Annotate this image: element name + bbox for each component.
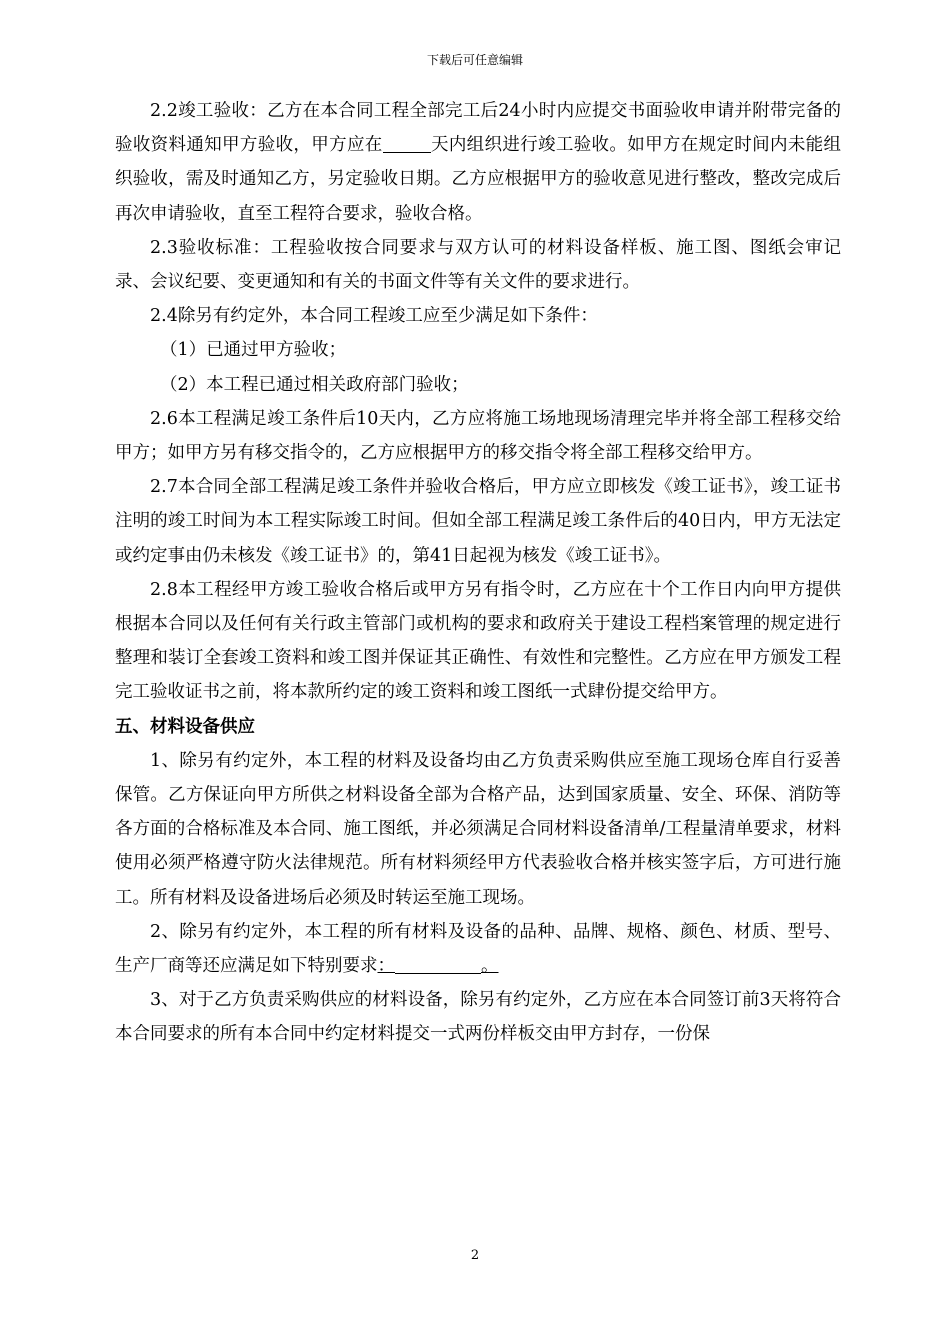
clause-2-2-text-a: 2.2竣工验收：乙方在本合同工程全部完工后24小时内应提交书面验收申请并附带完备的验收资料通知甲方验收，甲方应在 (115, 101, 841, 156)
document-body (115, 94, 841, 1052)
section-5-item-2-colon: ： (377, 956, 395, 977)
clause-2-4-item-1: （1）已通过甲方验收； (160, 340, 347, 361)
section-5-item-2-end: 。 (481, 956, 499, 977)
clause-2-4: 2.4除另有约定外，本合同工程竣工应至少满足如下条件： (150, 306, 598, 327)
page-number: 2 (470, 1248, 480, 1263)
section-5-item-3: 3、对于乙方负责采购供应的材料设备，除另有约定外，乙方应在本合同签订前3天将符合本合同要求的所有本合同中约定材料提交一式两份样板交由甲方封存，一份保 (115, 990, 841, 1045)
clause-2-6: 2.6本工程满足竣工条件后10天内，乙方应将施工场地现场清理完毕并将全部工程移交给甲方；如甲方另有移交指令的，乙方应根据甲方的移交指令将全部工程移交给甲方。 (115, 408, 841, 464)
section-5-item-2 (115, 915, 841, 983)
clause-2-4-item-2: （2）本工程已通过相关政府部门验收； (160, 374, 469, 395)
special-requirements-blank (395, 955, 481, 974)
clause-2-2-text-b: 天内组织进行竣工验收。如甲方在规定时间内未能组织验收，需及时通知乙方，另定验收日期。乙方应根据甲方的验收意见进行整改，整改完成后再次申请验收，直至工程符合要求，验收合格。 (115, 135, 842, 224)
page-header: 下载后可任意编辑 (426, 53, 523, 67)
clause-2-3: 2.3验收标准：工程验收按合同要求与双方认可的材料设备样板、施工图、图纸会审记录、会议纪要、变更通知和有关的书面文件等有关文件的要求进行。 (115, 237, 841, 293)
days-blank (383, 134, 431, 153)
clause-2-2 (115, 94, 841, 231)
clause-2-7: 2.7本合同全部工程满足竣工条件并验收合格后，甲方应立即核发《竣工证书》，竣工证书注明的竣工时间为本工程实际竣工时间。但如全部工程满足竣工条件后的40日内，甲方无法定或约定事由仍未核发《竣工证书》的，第41日起视为核发《竣工证书》。 (115, 477, 841, 566)
section-5-item-2-text: 2、除另有约定外，本工程的所有材料及设备的品种、品牌、规格、颜色、材质、型号、生产厂商等还应满足如下特别要求 (115, 921, 841, 977)
clause-2-8: 2.8本工程经甲方竣工验收合格后或甲方另有指令时，乙方应在十个工作日内向甲方提供根据本合同以及任何有关行政主管部门或机构的要求和政府关于建设工程档案管理的规定进行整理和装订全套竣工资料和竣工图并保证其正确性、有效性和完整性。乙方应在甲方颁发工程完工验收证书之前，将本款所约定的竣工资料和竣工图纸一式肆份提交给甲方。 (115, 579, 841, 703)
section-5-heading: 五、材料设备供应 (115, 716, 255, 737)
section-5-item-1: 1、除另有约定外，本工程的材料及设备均由乙方负责采购供应至施工现场仓库自行妥善保管。乙方保证向甲方所供之材料设备全部为合格产品，达到国家质量、安全、环保、消防等各方面的合格标准及本合同、施工图纸，并必须满足合同材料设备清单/工程量清单要求，材料使用必须严格遵守防火法律规范。所有材料须经甲方代表验收合格并核实签字后，方可进行施工。所有材料及设备进场后必须及时转运至施工现场。 (115, 750, 841, 908)
